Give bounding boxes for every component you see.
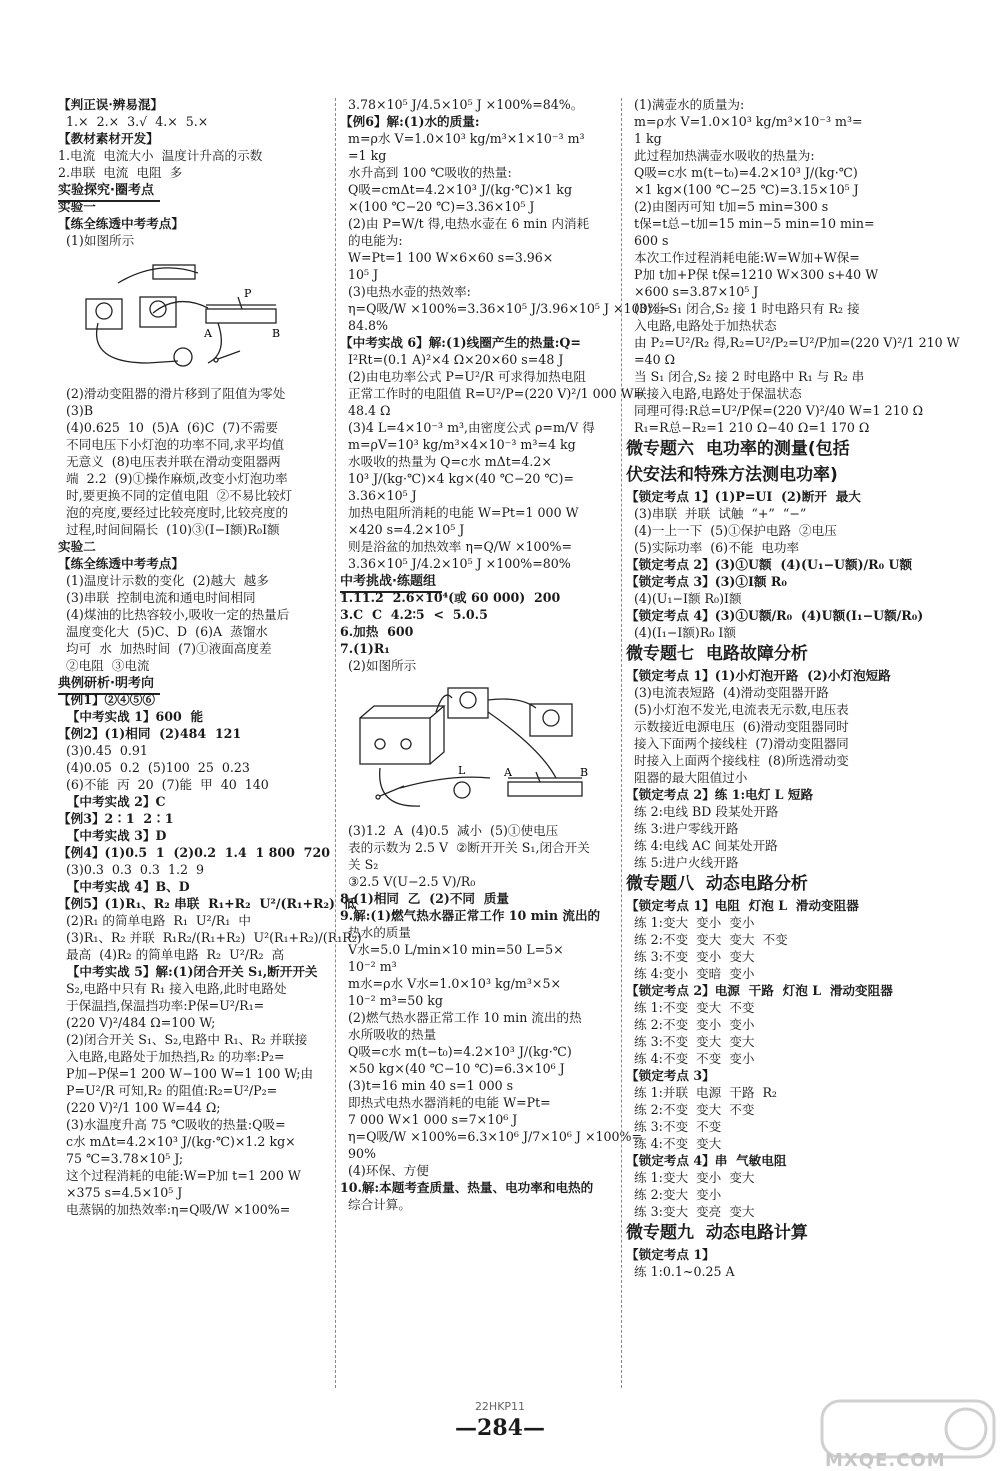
answer-line: 练 4:不变 不变 变小 [626,1051,755,1066]
column-right [626,96,960,1280]
answer-line: 当 S₁ 闭合,S₂ 接 2 时电路中 R₁ 与 R₂ 串 [626,369,865,384]
answer-line: (220 V)²/1 100 W=44 Ω; [58,1100,221,1115]
answer-label-line: 【锁定考点 2】(3)①U额 (4)(U₁−U额)/R₀ U额 [626,557,913,572]
answer-line: 600 s [626,233,669,248]
watermark-url: MXQE.COM [825,1450,946,1471]
answer-label-line: 【例5】(1)R₁、R₂ 串联 R₁+R₂ U²/(R₁+R₂) 低 [58,896,357,911]
answer-line: (1)温度计示数的变化 (2)越大 越多 [58,573,269,588]
answer-line: (4)0.625 10 (5)A (6)C (7)不需要 [58,420,278,435]
answer-line: ②电阻 ③电流 [58,658,150,673]
answer-line: =40 Ω [626,352,676,367]
answer-line: (3)t=16 min 40 s=1 000 s [340,1078,514,1093]
answer-label-line: 【教材素材开发】 [58,131,159,146]
answer-line: 练 1:并联 电源 干路 R₂ [626,1085,777,1100]
answer-line: 10³ J/(kg·℃)×4 kg×(40 ℃−20 ℃)= [340,471,574,486]
answer-line: I²Rt=(0.1 A)²×4 Ω×20×60 s=48 J [340,352,564,367]
answer-line: 时,要更换不同的定值电阻 ②不易比较灯 [58,488,293,503]
topic-title: 微专题六 电功率的测量(包括 [626,439,850,459]
answer-line: (3)当 S₁ 闭合,S₂ 接 1 时电路只有 R₂ 接 [626,301,860,316]
figure-fig1 [58,253,330,381]
answer-line: (4)(U₁−I额 R₀)I额 [626,591,742,606]
answer-line: 练 2:电线 BD 段某处开路 [626,804,779,819]
answer-label-line: 7.(1)R₁ [340,641,390,656]
answer-line: 入电路,电路处于加热状态 [626,318,777,333]
answer-line: 练 3:进户零线开路 [626,821,739,836]
answer-line: 即热式电热水器消耗的电能 W=Pt= [340,1095,551,1110]
answer-line: 则是浴盆的加热效率 η=Q/W ×100%= [340,539,573,554]
answer-line: (2)由电功率公式 P=U²/R 可求得加热电阻 [340,369,586,384]
answer-line: 最高 (4)R₂ 的简单电路 R₂ U²/R₂ 高 [58,947,285,962]
fig2-label-l: L [458,764,466,777]
answer-line: m水=ρ水 V水=1.0×10³ kg/m³×5× [340,976,562,991]
answer-line: η=Q吸/W ×100%=6.3×10⁶ J/7×10⁶ J ×100%= [340,1129,643,1144]
section-heading: 实验探究·圈考点 [58,182,160,202]
answer-line: 泡的亮度,要经过比较亮度时,比较亮度的 [58,505,289,520]
answer-line: P加−P保=1 200 W−100 W=1 100 W;由 [58,1066,314,1081]
answer-label-line: 【锁定考点 4】串 气敏电阻 [626,1153,787,1168]
answer-line: 无意义 (8)电压表并联在滑动变阻器两 [58,454,281,469]
answer-line: t保=t总−t加=15 min−5 min=10 min= [626,216,875,231]
answer-label-line: 9.解:(1)燃气热水器正常工作 10 min 流出的 [340,908,601,923]
answer-label-line: 【锁定考点 3】(3)①I额 R₀ [626,574,787,589]
print-code: 22HKP11 [474,1400,526,1413]
answer-line: (2)滑动变阻器的滑片移到了阻值为零处 [58,386,286,401]
answer-line: 练 2:变大 变小 [626,1187,722,1202]
answer-label-line: 1.11.2 2.6×10⁴(或 60 000) 200 [340,590,561,605]
answer-line: 10⁻² m³=50 kg [340,993,443,1008]
answer-line: 温度变化大 (5)C、D (6)A 蒸馏水 [58,624,268,639]
topic-title: 微专题八 动态电路分析 [626,874,808,894]
answer-line: (1)满壶水的质量为: [626,97,745,112]
answer-label-line: 【中考实战 4】B、D [58,879,190,894]
answer-label-line: 【锁定考点 4】(3)①U额/R₀ (4)U额(I₁−U额/R₀) [626,608,924,623]
answer-line: 1.电流 电流大小 温度计升高的示数 [58,148,263,163]
answer-label-line: 【锁定考点 1】(1)小灯泡开路 (2)小灯泡短路 [626,668,891,683]
answer-line: 接入下面两个接线柱 (7)滑动变阻器同 [626,736,849,751]
answer-label-line: 【练全练透中考考点】 [58,216,184,231]
answer-label-line: 3.C C 4.2∶5 < 5.0.5 [340,607,488,622]
answer-line: 练 3:不变 不变 [626,1119,722,1134]
section-heading-row [58,674,330,691]
answer-line: 热水的质量 [340,925,411,940]
answer-line: 均可 水 加热时间 (7)①液面高度差 [58,641,272,656]
answer-line: 阻器的最大阻值过小 [626,770,748,785]
answer-line: ×375 s=4.5×10⁵ J [58,1185,183,1200]
circuit-figure-1 [58,253,298,381]
answer-label-line: 【中考实战 6】解:(1)线圈产生的热量:Q= [340,335,581,350]
answer-line: 10⁵ J [340,267,379,282]
answer-line: P加 t加+P保 t保=1210 W×300 s+40 W [626,267,879,282]
answer-line: 练 1:0.1~0.25 A [626,1264,735,1279]
answer-line: (2)如图所示 [340,658,417,673]
answer-line: (2)R₁ 的简单电路 R₁ U²/R₁ 中 [58,913,251,928]
answer-label-line: 【锁定考点 2】练 1:电灯 L 短路 [626,787,814,802]
answer-label-line: 【中考实战 2】C [58,794,166,809]
answer-line: Q吸=c水 m(t−t₀)=4.2×10³ J/(kg·℃) [340,1044,572,1059]
answer-line: R₁=R总−R₂=1 210 Ω−40 Ω=1 170 Ω [626,420,870,435]
answer-line: 练 4:不变 变大 [626,1136,722,1151]
topic-title: 微专题七 电路故障分析 [626,644,808,664]
answer-line: 水升高到 100 ℃吸收的热量: [340,165,512,180]
fig1-label-a: A [204,327,212,340]
section-heading: 典例研析·明考向 [58,675,160,695]
answer-line: (3)电热水壶的热效率: [340,284,471,299]
answer-line: 练 1:变大 变小 变大 [626,1170,755,1185]
answer-line: c水 mΔt=4.2×10³ J/(kg·℃)×1.2 kg× [58,1134,296,1149]
answer-line: ③2.5 V(U−2.5 V)/R₀ [340,874,476,889]
answer-line: (4)煤油的比热容较小,吸收一定的热量后 [58,607,290,622]
answer-line: (2)燃气热水器正常工作 10 min 流出的热 [340,1010,582,1025]
topic-title: 伏安法和特殊方法测电功率) [626,465,838,485]
answer-line: (1)如图所示 [58,233,135,248]
answer-line: (3)B [58,403,94,418]
answer-line: η=Q吸/W ×100%=3.36×10⁵ J/3.96×10⁵ J ×100%≈ [340,301,671,316]
answer-line: (2)闭合开关 S₁、S₂,电路中 R₁、R₂ 并联接 [58,1032,308,1047]
answer-line: 练 3:不变 变小 变大 [626,949,755,964]
answer-line: V水=5.0 L/min×10 min=50 L=5× [340,942,564,957]
answer-line: (3)R₁、R₂ 并联 R₁R₂/(R₁+R₂) U²(R₁+R₂)/(R₁R₂) [58,930,362,945]
answer-label-line: 实验二 [58,539,96,554]
answer-line: (3)0.45 0.91 [58,743,148,758]
answer-label-line: 【例2】(1)相同 (2)484 121 [58,726,242,741]
column-divider-2 [621,98,622,1388]
answer-line: (3)1.2 A (4)0.5 减小 (5)①使电压 [340,823,559,838]
section-heading: 中考挑战·练题组 [340,573,442,593]
figure-fig2 [340,678,617,818]
answer-line: 90% [340,1146,376,1161]
fig1-label-b: B [272,327,281,340]
answer-label-line: 【例4】(1)0.5 1 (2)0.2 1.4 1 800 720 [58,845,330,860]
answer-line: (4)(I₁−I额)R₀ I额 [626,625,736,640]
answer-line: 练 3:变大 变亮 变大 [626,1204,755,1219]
answer-label-line: 【中考实战 3】D [58,828,167,843]
answer-line: Q吸=c水 m(t−t₀)=4.2×10³ J/(kg·℃) [626,165,858,180]
answer-line: 1 kg [626,131,662,146]
answer-line: (2)由图丙可知 t加=5 min=300 s [626,199,829,214]
answer-label-line: 【锁定考点 3】 [626,1068,715,1083]
answer-line: ×600 s=3.87×10⁵ J [626,284,759,299]
answer-line: 练 3:不变 变大 变大 [626,1034,755,1049]
answer-line: 3.78×10⁵ J/4.5×10⁵ J ×100%=84%。 [340,97,584,112]
answer-line: (6)不能 丙 20 (7)能 甲 40 140 [58,777,269,792]
answer-label-line: 【例3】2∶1 2∶1 [58,811,174,826]
answer-line: ×(100 ℃−20 ℃)=3.36×10⁵ J [340,199,535,214]
answer-line: (3)串联 控制电流和通电时间相同 [58,590,256,605]
answer-line: =1 kg [340,148,387,163]
answer-line: 加热电阻所消耗的电能 W=Pt=1 000 W [340,505,579,520]
column-divider-1 [335,98,336,1388]
answer-line: 综合计算。 [340,1197,411,1212]
answer-line: 7 000 W×1 000 s=7×10⁶ J [340,1112,518,1127]
answer-line: 这个过程消耗的电能:W=P加 t=1 200 W [58,1168,301,1183]
answer-line: 练 1:不变 变大 不变 [626,1000,755,1015]
answer-line: 由 P₂=U²/R₂ 得,R₂=U²/P₂=U²/P加=(220 V)²/1 210 W [626,335,960,350]
section-heading-row [58,181,330,198]
answer-label-line: 【锁定考点 1】电阻 灯泡 L 滑动变阻器 [626,898,859,913]
answer-line: 练 4:电线 AC 间某处开路 [626,838,778,853]
answer-line: 同理可得:R总=U²/P保=(220 V)²/40 W=1 210 Ω [626,403,924,418]
answer-line: ×1 kg×(100 ℃−25 ℃)=3.15×10⁵ J [626,182,859,197]
answer-line: 练 4:变小 变暗 变小 [626,966,755,981]
answer-line: 联接入电路,电路处于保温状态 [626,386,802,401]
answer-line: (2)由 P=W/t 得,电热水壶在 6 min 内消耗 [340,216,590,231]
answer-label-line: 8.(1)相同 乙 (2)不同 质量 [340,891,509,906]
answer-line: 时接入上面两个接线柱 (8)所选滑动变 [626,753,849,768]
answer-line: 48.4 Ω [340,403,391,418]
answer-line: 练 2:不变 变大 变大 不变 [626,932,788,947]
page-number: —284— [455,1415,545,1441]
answer-line: 3.36×10⁵ J/4.2×10⁵ J ×100%=80% [340,556,571,571]
answer-label-line: 实验一 [58,199,96,214]
answer-line: 正常工作时的电阻值 R=U²/P=(220 V)²/1 000 W= [340,386,645,401]
answer-line: (3)水温度升高 75 ℃吸收的热量:Q吸= [58,1117,286,1132]
answer-line: 于保温挡,保温挡功率:P保=U²/R₁= [58,998,265,1013]
answer-line: 的电能为: [340,233,403,248]
answer-line: 入电路,电路处于加热挡,R₂ 的功率:P₂= [58,1049,285,1064]
answer-line: 过程,时间间隔长 (10)③(I−I额)R₀I额 [58,522,280,537]
answer-line: (220 V)²/484 Ω=100 W; [58,1015,216,1030]
answer-line: 电蒸锅的加热效率:η=Q吸/W ×100%= [58,1202,291,1217]
answer-line: 此过程加热满壶水吸收的热量为: [626,148,815,163]
answer-line: 水吸收的热量为 Q=c水 mΔt=4.2× [340,454,552,469]
answer-line: (5)小灯泡不发光,电流表无示数,电压表 [626,702,849,717]
answer-line: 练 1:变大 变小 变小 [626,915,755,930]
answer-line: 10⁻² m³ [340,959,397,974]
answer-line: Q吸=cmΔt=4.2×10³ J/(kg·℃)×1 kg [340,182,573,197]
answer-line: W=Pt=1 100 W×6×60 s=3.96× [340,250,554,265]
fig2-label-a: A [504,766,512,779]
answer-label-line: 6.加热 600 [340,624,414,639]
answer-label-line: 【判正误·辨易混】 [58,97,164,112]
answer-line: 本次工作过程消耗电能:W=W加+W保= [626,250,860,265]
answer-label-line: 【锁定考点 1】 [626,1247,715,1262]
answer-label-line: 【锁定考点 2】电源 干路 灯泡 L 滑动变阻器 [626,983,893,998]
answer-line: 端 2.2 (9)①操作麻烦,改变小灯泡功率 [58,471,288,486]
answer-line: (5)实际功率 (6)不能 电功率 [626,540,800,555]
answer-label-line: 【例6】解:(1)水的质量: [340,114,480,129]
answer-line: 表的示数为 2.5 V ②断开开关 S₁,闭合开关 [340,840,590,855]
answer-line: 水所吸收的热量 [340,1027,437,1042]
answer-line: 练 2:不变 变小 变小 [626,1017,755,1032]
answer-label-line: 【中考实战 1】600 能 [58,709,204,724]
answer-line: ×420 s=4.2×10⁵ J [340,522,465,537]
answer-line: 1.× 2.× 3.√ 4.× 5.× [58,114,209,129]
answer-line: m=ρ水 V=1.0×10³ kg/m³×10⁻³ m³= [626,114,863,129]
answer-line: (3)电流表短路 (4)滑动变阻器开路 [626,685,829,700]
answer-label-line: 【中考实战 5】解:(1)闭合开关 S₁,断开开关 [58,964,318,979]
answer-line: (3)0.3 0.3 0.3 1.2 9 [58,862,204,877]
answer-line: (4)0.05 0.2 (5)100 25 0.23 [58,760,250,775]
answer-line: (4)一上一下 (5)①保护电路 ②电压 [626,523,837,538]
answer-line: ×50 kg×(40 ℃−10 ℃)=6.3×10⁶ J [340,1061,565,1076]
answer-label-line: 【例1】②④⑤⑥ [58,692,155,707]
answer-line: S₂,电路中只有 R₁ 接入电路,此时电路处 [58,981,287,996]
answer-line: 练 2:不变 变大 不变 [626,1102,755,1117]
answer-line: 不同电压下小灯泡的功率不同,求平均值 [58,437,285,452]
answer-line: (4)环保、方便 [340,1163,429,1178]
answer-line: P=U²/R 可知,R₂ 的阻值:R₂=U²/P₂= [58,1083,278,1098]
topic-title: 微专题九 动态电路计算 [626,1223,808,1243]
answer-line: 练 5:进户火线开路 [626,855,739,870]
answer-line: 关 S₂ [340,857,379,872]
fig1-label-p: P [244,287,252,300]
answer-line: 84.8% [340,318,389,333]
fig2-label-b: B [580,766,589,779]
answer-line: m=ρ水 V=1.0×10³ kg/m³×1×10⁻³ m³ [340,131,585,146]
answer-label-line: 10.解:本题考查质量、热量、电功率和电热的 [340,1180,594,1195]
section-heading-row [340,572,617,589]
answer-label-line: 【练全练透中考考点】 [58,556,184,571]
answer-line: 75 ℃=3.78×10⁵ J; [58,1151,184,1166]
answer-line: 2.串联 电流 电阻 多 [58,165,183,180]
circuit-figure-2 [340,678,600,818]
answer-line: m=ρV=10³ kg/m³×4×10⁻³ m³=4 kg [340,437,576,452]
answer-line: (3)串联 并联 试触 “+” “−” [626,506,807,521]
answer-line: 示数接近电源电压 (6)滑动变阻器同时 [626,719,849,734]
answer-line: 3.36×10⁵ J [340,488,417,503]
answer-label-line: 【锁定考点 1】(1)P=UI (2)断开 最大 [626,489,861,504]
answer-line: (3)4 L=4×10⁻³ m³,由密度公式 ρ=m/V 得 [340,420,595,435]
